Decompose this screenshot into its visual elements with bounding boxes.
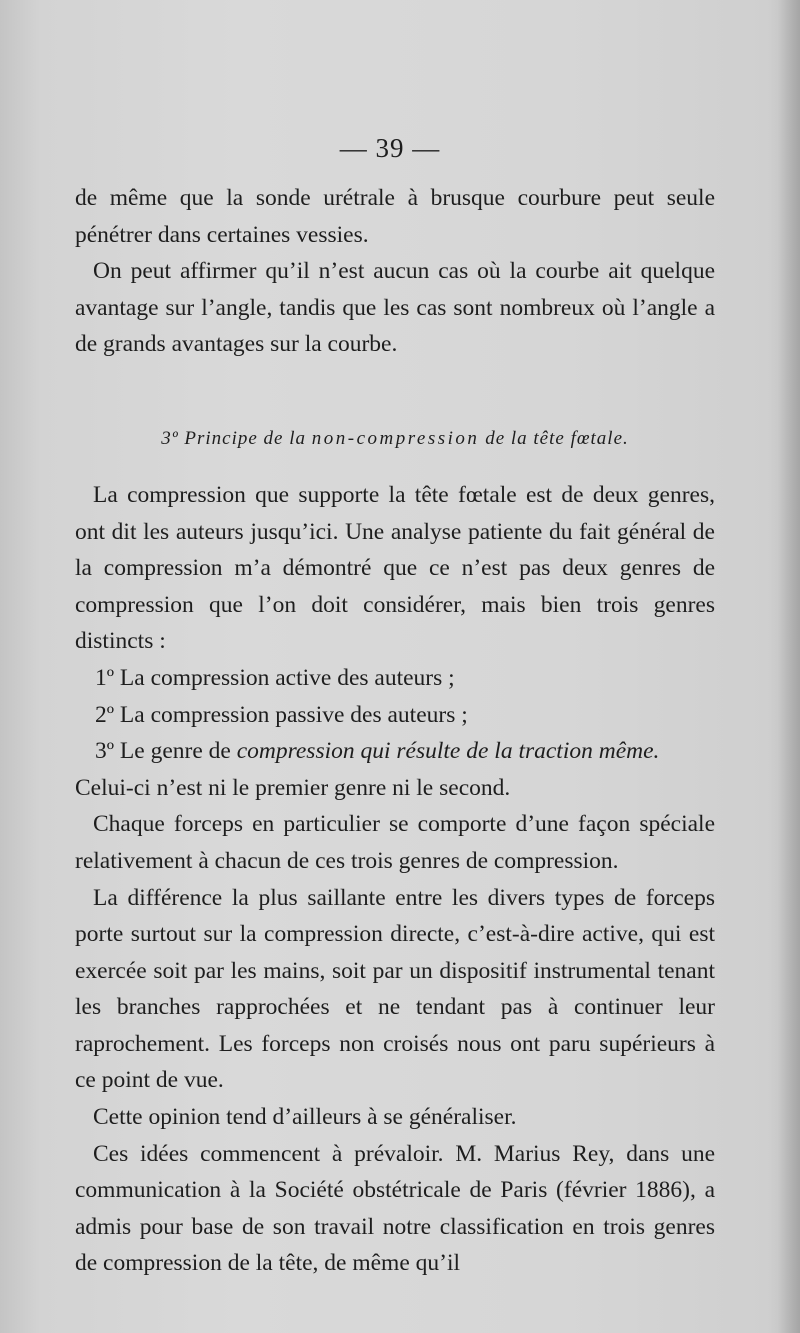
list-item-active: 1º La compression active des auteurs ;: [95, 664, 455, 691]
section-heading-suffix: de la tête fœtale.: [485, 427, 629, 449]
paragraph-curve-vs-angle: On peut affirmer qu’il n’est aucun cas où la courbe ait quelque avantage sur l’angle, tandis que les cas sont nombreux où l’angle a de grands avantages sur la courbe.: [75, 258, 715, 358]
section-heading-emphasis: non-compression: [311, 427, 480, 449]
section-heading-prefix: 3º Principe de la: [161, 427, 307, 449]
paragraph-neither-genre: Celui-ci n’est ni le premier genre ni le second.: [75, 774, 511, 801]
list-item-traction-prefix: 3º Le genre de: [95, 738, 237, 765]
page-body: [75, 180, 715, 1282]
paragraph-direct-compression: La différence la plus saillante entre les divers types de forceps porte surtout sur la compression directe, c’est-à-dire active, qui est exercée soit par les mains, soit par un dispositif instrumental tenant les branches rapprochées et ne tendant pas à continuer leur raprochement. Les forceps non croisés nous ont paru supérieurs à ce point de vue.: [75, 884, 715, 1094]
list-item-passive: 2º La compression passive des auteurs ;: [95, 701, 468, 728]
paragraph-continuation: de même que la sonde urétrale à brusque courbure peut seule pénétrer dans certaines vessies.: [75, 185, 715, 248]
paragraph-opinion: Cette opinion tend d’ailleurs à se généraliser.: [93, 1104, 517, 1131]
list-item-traction-emphasis: compression qui résulte de la traction même.: [236, 738, 660, 765]
section-heading: [75, 421, 715, 457]
list-item-traction: [75, 733, 715, 770]
paragraph-compression-genres: La compression que supporte la tête fœtale est de deux genres, ont dit les auteurs jusqu’ici. Une analyse patiente du fait général de la compression m’a démontré que ce n’est pas deux genres de compression que l’on doit considérer, mais bien trois genres distincts :: [75, 481, 715, 655]
paragraph-each-forceps: Chaque forceps en particulier se comporte d’une façon spéciale relativement à chacun de ces trois genres de compression.: [75, 811, 715, 874]
page-number: — 39 —: [339, 133, 441, 163]
paragraph-marius-rey: Ces idées commencent à prévaloir. M. Marius Rey, dans une communication à la Société obstétricale de Paris (février 1886), a admis pour base de son travail notre classification en trois genres de compression de la tête, de même qu’il: [75, 1140, 715, 1277]
